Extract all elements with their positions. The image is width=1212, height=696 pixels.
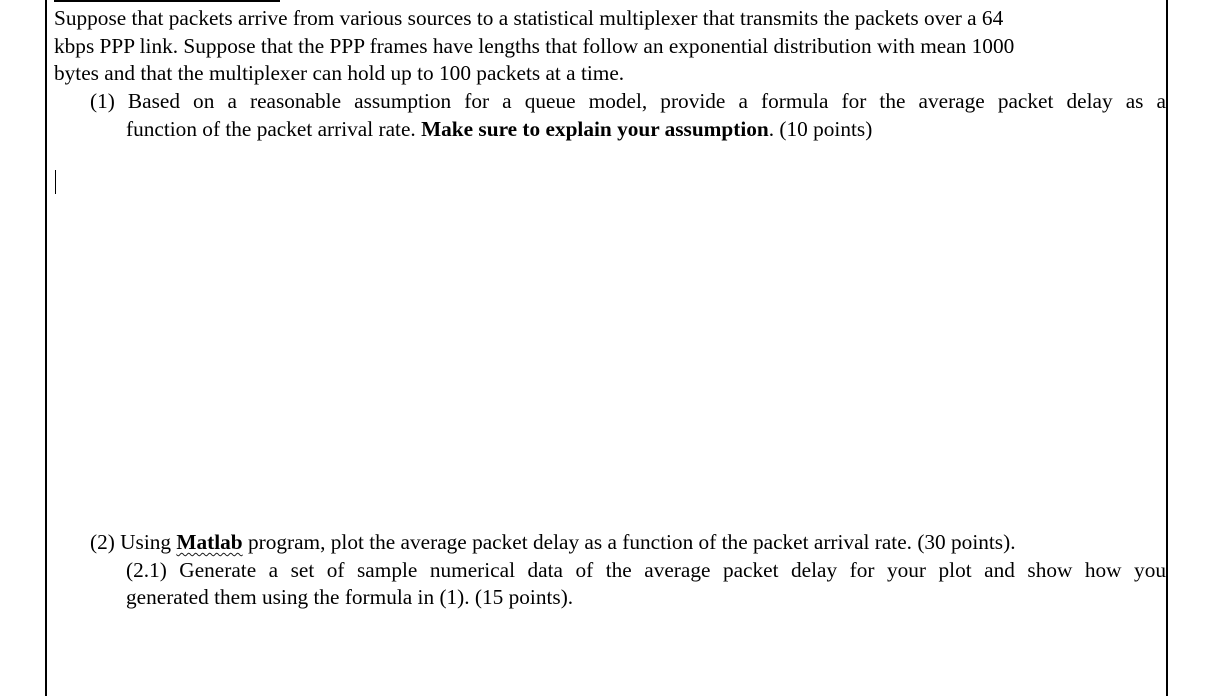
question-1-line-1: (1) Based on a reasonable assumption for a queue model, provide a formula for the average packet delay as a (90, 89, 1166, 113)
problem-statement (54, 5, 1166, 88)
question-1-line-2 (90, 116, 1166, 144)
question-1 (90, 88, 1166, 143)
question-1-points: . (10 points) (768, 116, 873, 141)
question-2-1-line-2: generated them using the formula in (1). (15 points). (126, 585, 574, 610)
intro-line-1: Suppose that packets arrive from various sources to a statistical multiplexer that transmits the packets over a 64 (54, 6, 1004, 30)
question-1-emphasis: Make sure to explain your assumption (421, 116, 769, 141)
question-2-rest: program, plot the average packet delay as a function of the packet arrival rate. (30 points). (242, 530, 1016, 554)
spellcheck-word-matlab[interactable]: Matlab (176, 530, 243, 554)
question-2-1-line-1: (2.1) Generate a set of sample numerical data of the average packet delay for your plot and show how you (126, 557, 1166, 582)
top-rule (54, 0, 280, 2)
intro-line-2: kbps PPP link. Suppose that the PPP frames have lengths that follow an exponential distribution with mean 1000 (54, 33, 1015, 58)
question-2 (90, 529, 1166, 612)
text-cursor (55, 170, 56, 194)
question-2-line-1 (90, 529, 1166, 557)
question-2-prefix: (2) Using (90, 530, 177, 554)
question-1-text: function of the packet arrival rate. (126, 116, 422, 141)
intro-line-3: bytes and that the multiplexer can hold up to 100 packets at a time. (54, 61, 625, 86)
